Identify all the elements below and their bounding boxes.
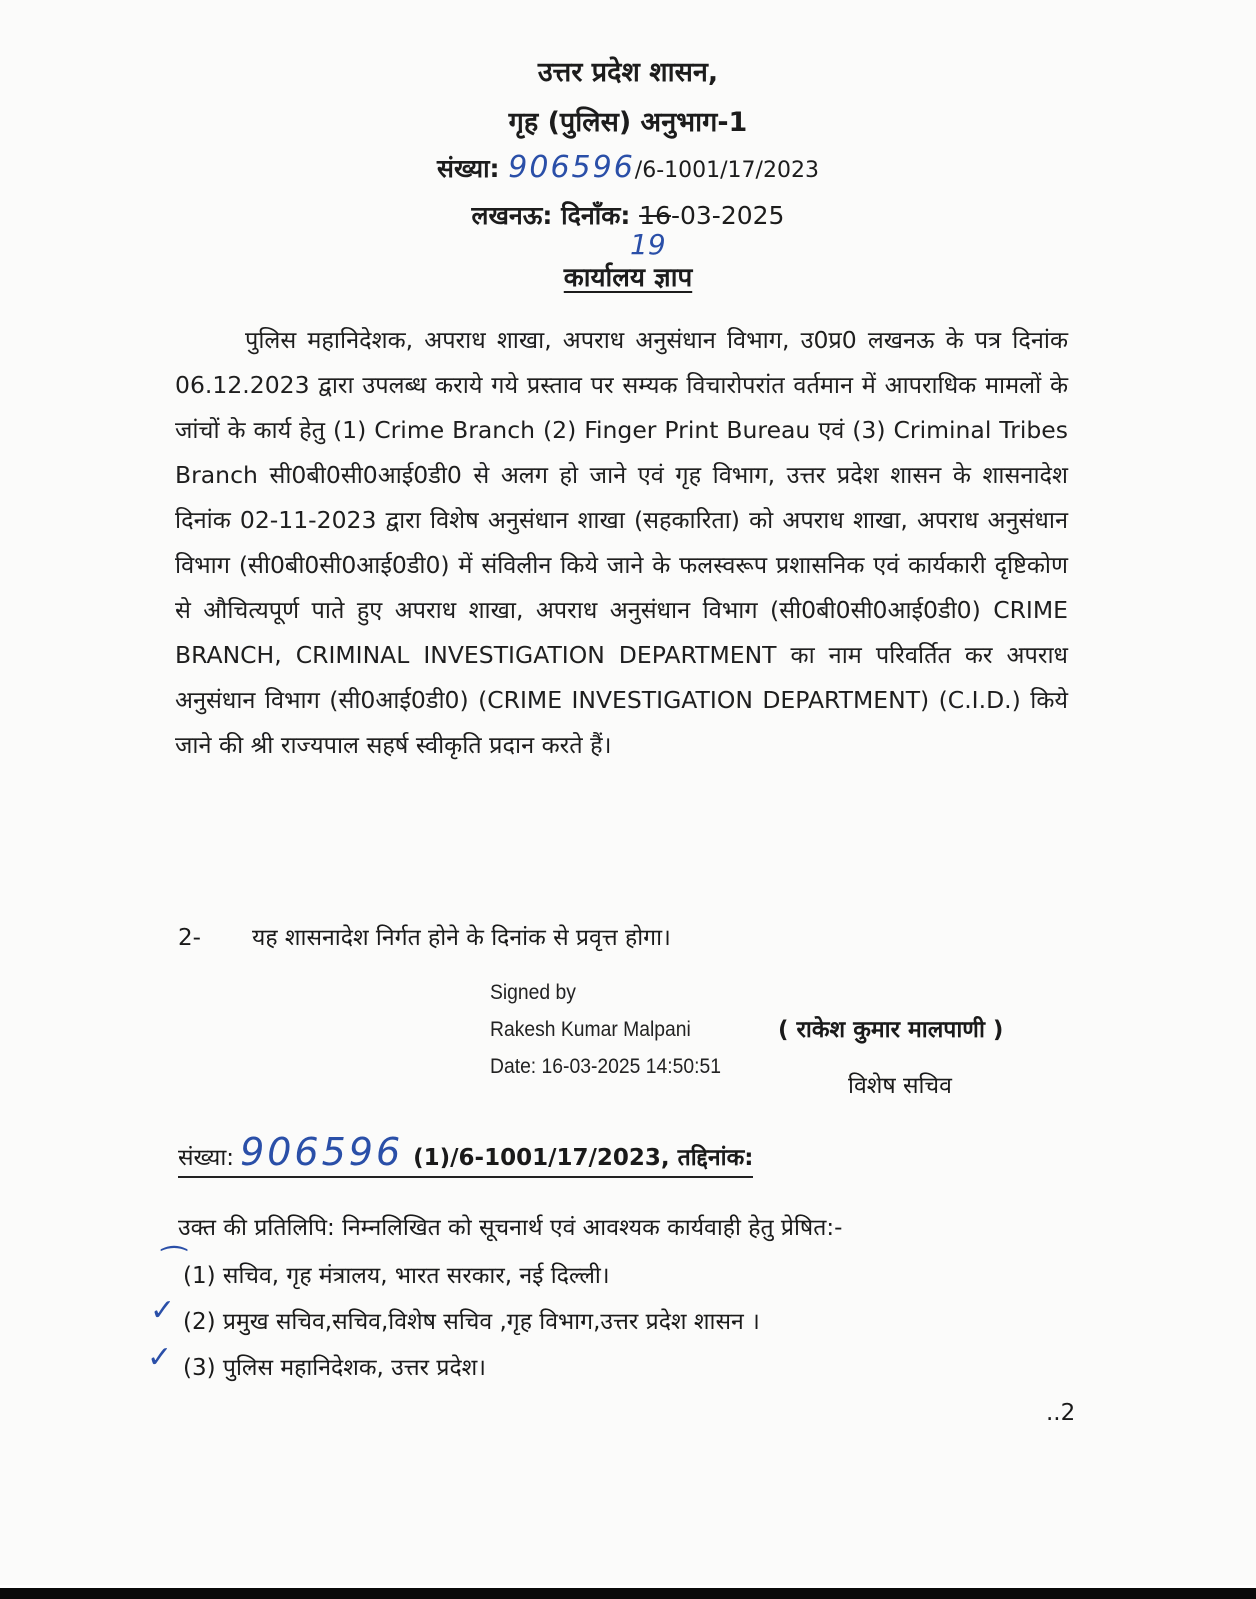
copy-number-label: संख्या: [178, 1145, 235, 1171]
order-number [0, 150, 1256, 185]
clause-2-number: 2- [178, 925, 201, 951]
digital-signature-block [490, 974, 721, 1085]
govt-heading: उत्तर प्रदेश शासन, [537, 57, 719, 88]
main-paragraph-text: पुलिस महानिदेशक, अपराध शाखा, अपराध अनुसंधान विभाग, उ0प्र0 लखनऊ के पत्र दिनांक 06.12.2023 द्वारा उपलब्ध कराये गये प्रस्ताव पर सम्यक विचारोपरांत वर्तमान में आपराधिक मामलों के जांचों के कार्य हेतु (1) Crime Branch (2) Finger Print Bureau एवं (3) Criminal Tribes Branch सी0बी0सी0आई0डी0 से अलग हो जाने एवं गृह विभाग, उत्तर प्रदेश शासन के शासनादेश दिनांक 02-11-2023 द्वारा विशेष अनुसंधान शाखा (सहकारिता) को अपराध शाखा, अपराध अनुसंधान विभाग (सी0बी0सी0आई0डी0) में संविलीन किये जाने के फलस्वरूप प्रशासनिक एवं कार्यकारी दृष्टिकोण से औचित्यपूर्ण पाते हुए अपराध शाखा, अपराध अनुसंधान विभाग (सी0बी0सी0आई0डी0) CRIME BRANCH, CRIMINAL INVESTIGATION DEPARTMENT का नाम परिवर्तित कर अपराध अनुसंधान विभाग (सी0आई0डी0) (CRIME INVESTIGATION DEPARTMENT) (C.I.D.) किये जाने की श्री राज्यपाल सहर्ष स्वीकृति प्रदान करते हैं। [175, 326, 1068, 759]
order-number-handwritten: 906596 [508, 150, 635, 185]
handwritten-check-icon: ✓ [147, 1340, 173, 1375]
main-paragraph [175, 318, 1068, 768]
date-rest: -03-2025 [670, 201, 785, 230]
signatory-name-hindi: ( राकेश कुमार मालपाणी ) [778, 1017, 1004, 1043]
clause-2-text: यह शासनादेश निर्गत होने के दिनांक से प्रवृत्त होगा। [252, 925, 671, 951]
signer-name: Rakesh Kumar Malpani [490, 1018, 691, 1041]
signature-date: Date: 16-03-2025 14:50:51 [490, 1055, 721, 1078]
date-label: लखनऊ: दिनॉंक: [471, 201, 631, 230]
document-title-text: कार्यालय ज्ञाप [563, 263, 693, 293]
handwritten-tick-mark: ⁀ [162, 1247, 187, 1282]
copy-recipient-3: (3) पुलिस महानिदेशक, उत्तर प्रदेश। [183, 1355, 487, 1381]
document-title [0, 258, 1256, 294]
order-number-suffix: /6-1001/17/2023 [634, 158, 819, 183]
copy-number [178, 1130, 753, 1178]
section-heading: गृह (पुलिस) अनुभाग-1 [508, 107, 748, 138]
copy-number-handwritten: 906596 [240, 1130, 404, 1174]
bottom-bar [0, 1588, 1256, 1599]
copy-intro: उक्त की प्रतिलिपि: निम्नलिखित को सूचनार्थ एवं आवश्यक कार्यवाही हेतु प्रेषित:- [178, 1215, 843, 1241]
clause-2 [178, 920, 671, 952]
date-struck-day: 16 [639, 201, 671, 230]
order-number-label: संख्या: [437, 154, 500, 183]
page-continuation-marker: ..2 [1046, 1400, 1076, 1426]
date-handwritten-correction: 19 [630, 228, 666, 261]
signed-by-label: Signed by [490, 981, 576, 1004]
order-date [0, 198, 1256, 232]
copy-recipient-2: (2) प्रमुख सचिव,सचिव,विशेष सचिव ,गृह विभाग,उत्तर प्रदेश शासन । [183, 1309, 760, 1335]
copy-number-suffix: (1)/6-1001/17/2023, तद्दिनांक: [413, 1145, 754, 1171]
signatory-designation: विशेष सचिव [848, 1073, 952, 1099]
copy-recipient-1: (1) सचिव, गृह मंत्रालय, भारत सरकार, नई दिल्ली। [183, 1263, 610, 1289]
handwritten-check-icon: ✓ [150, 1293, 176, 1328]
